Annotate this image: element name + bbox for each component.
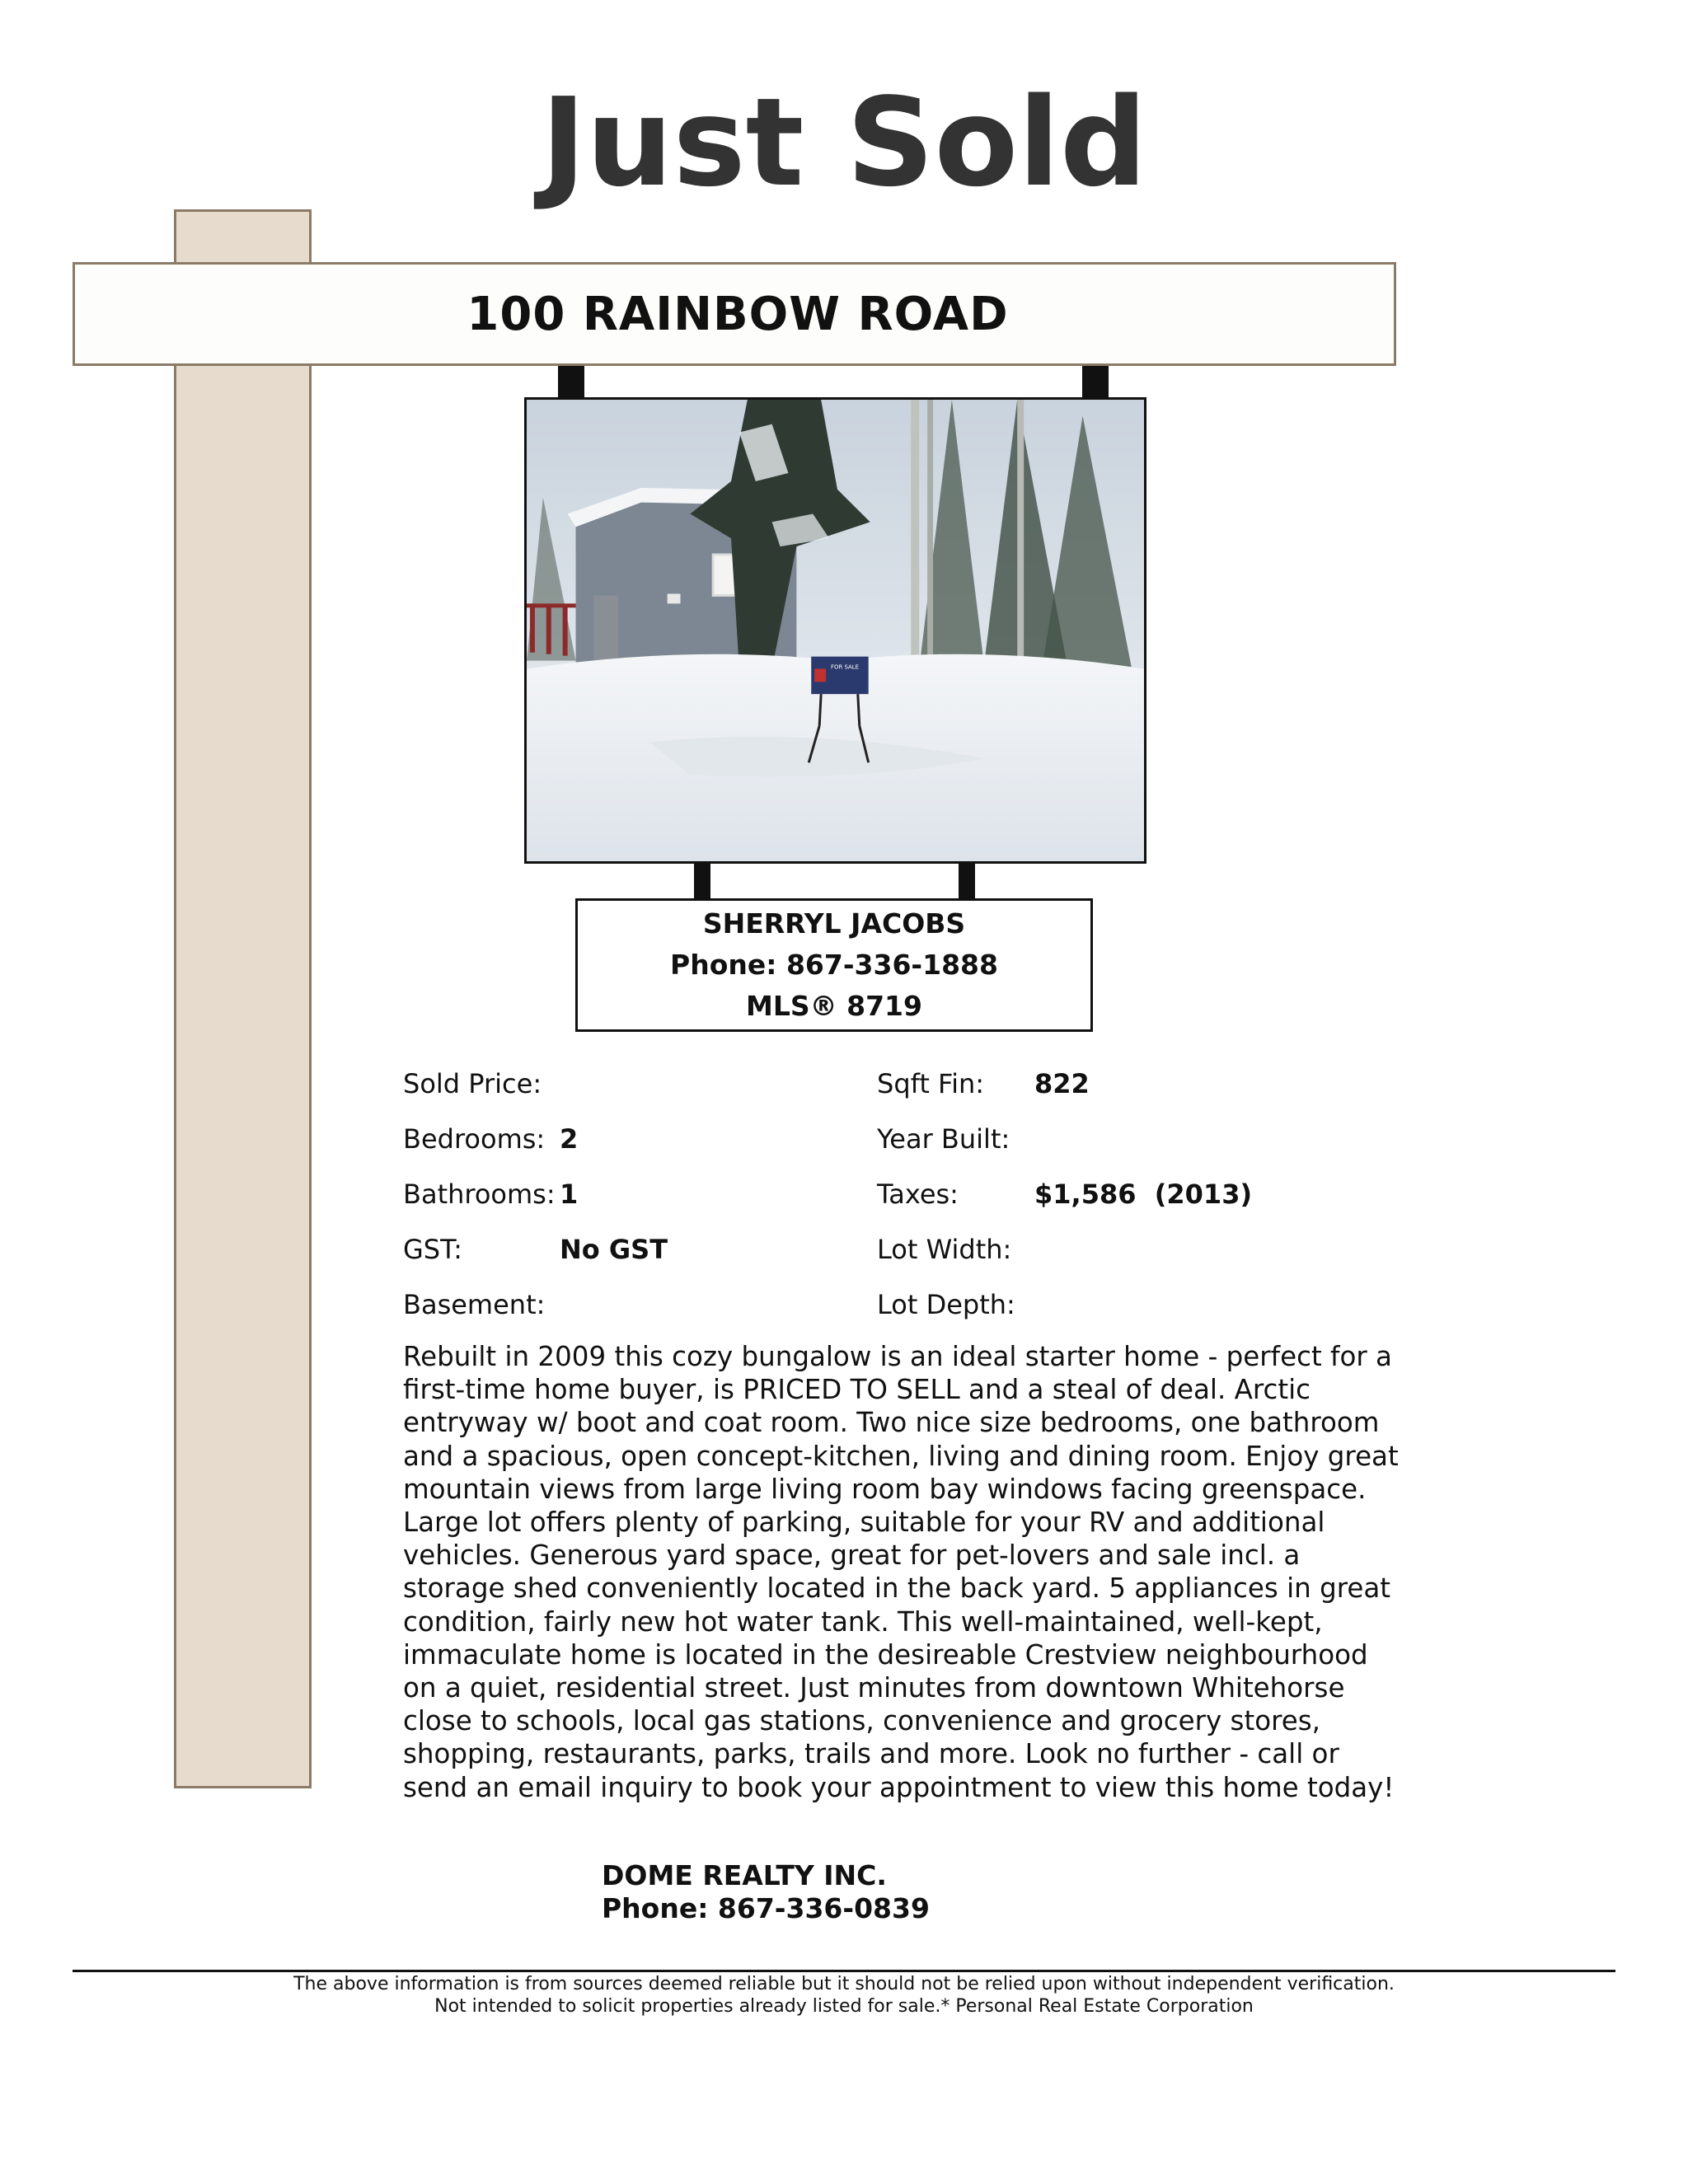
property-address: 100 RAINBOW ROAD [467, 287, 1009, 341]
page-headline: Just Sold [541, 72, 1147, 213]
brokerage-name: DOME REALTY INC. [602, 1859, 887, 1891]
description-line: entryway w/ boot and coat room. Two nice size bedrooms, one bathroom [403, 1407, 1380, 1439]
year-built-label: Year Built: [877, 1123, 1010, 1155]
bedrooms-value: 2 [560, 1123, 579, 1155]
brokerage-phone: Phone: 867-336-0839 [602, 1892, 930, 1924]
sqft-value: 822 [1034, 1068, 1090, 1099]
sold-price-label: Sold Price: [403, 1068, 542, 1099]
sign-post [174, 209, 312, 1788]
disclaimer [0, 1973, 1688, 2018]
basement-label: Basement: [403, 1289, 546, 1320]
disclaimer-line-1: The above information is from sources deemed reliable but it should not be relied upon without independent verification. [293, 1974, 1395, 1994]
description-line: immaculate home is located in the desireable Crestview neighbourhood [403, 1638, 1368, 1671]
gst-label: GST: [403, 1234, 462, 1265]
description-line: Rebuilt in 2009 this cozy bungalow is an ideal starter home - perfect for a [403, 1341, 1392, 1372]
description-line: Large lot offers plenty of parking, suitable for your RV and additional [403, 1507, 1325, 1539]
sign-crossbar [73, 262, 1396, 366]
agent-phone: Phone: 867-336-1888 [670, 949, 998, 981]
description-line: storage shed conveniently located in the back yard. 5 appliances in great [403, 1572, 1391, 1605]
description-line: vehicles. Generous yard space, great for pet-lovers and sale incl. a [403, 1540, 1301, 1572]
plaque-hook-left [694, 864, 710, 900]
footer-divider [73, 1970, 1615, 1972]
sign-hook-right [1082, 366, 1109, 399]
lot-width-label: Lot Width: [877, 1234, 1012, 1265]
bathrooms-value: 1 [560, 1179, 579, 1210]
disclaimer-line-2: Not intended to solicit properties already listed for sale.* Personal Real Estate Corporation [434, 1996, 1254, 2017]
description-line: condition, fairly new hot water tank. This well-maintained, well-kept, [403, 1605, 1323, 1638]
description-line: close to schools, local gas stations, convenience and grocery stores, [403, 1705, 1320, 1737]
description-line: first-time home buyer, is PRICED TO SELL and a steal of deal. Arctic [403, 1374, 1311, 1406]
bedrooms-label: Bedrooms: [403, 1123, 546, 1155]
plaque-hook-right [959, 864, 975, 900]
taxes-label: Taxes: [877, 1179, 959, 1210]
house-in-snow-image [527, 400, 1144, 861]
agent-plaque [575, 898, 1093, 1032]
agent-name: SHERRYL JACOBS [702, 907, 966, 940]
lot-depth-label: Lot Depth: [877, 1289, 1015, 1320]
brokerage-block [602, 1859, 930, 1925]
property-photo [524, 397, 1146, 864]
taxes-value: $1,586 (2013) [1034, 1179, 1253, 1210]
gst-value: No GST [560, 1234, 668, 1265]
sqft-label: Sqft Fin: [877, 1068, 985, 1099]
description-line: send an email inquiry to book your appointment to view this home today! [403, 1771, 1395, 1803]
description-line: on a quiet, residential street. Just minutes from downtown Whitehorse [403, 1672, 1345, 1704]
for-sale-sign-text: FOR SALE [831, 663, 860, 671]
bathrooms-label: Bathrooms: [403, 1179, 556, 1210]
sign-hook-left [558, 366, 584, 399]
description-line: shopping, restaurants, parks, trails and more. Look no further - call or [403, 1738, 1339, 1770]
description-line: and a spacious, open concept-kitchen, living and dining room. Enjoy great [403, 1440, 1399, 1472]
mls-number: MLS® 8719 [746, 990, 922, 1022]
property-description [403, 1340, 1417, 1804]
description-line: mountain views from large living room bay windows facing greenspace. [403, 1473, 1367, 1505]
